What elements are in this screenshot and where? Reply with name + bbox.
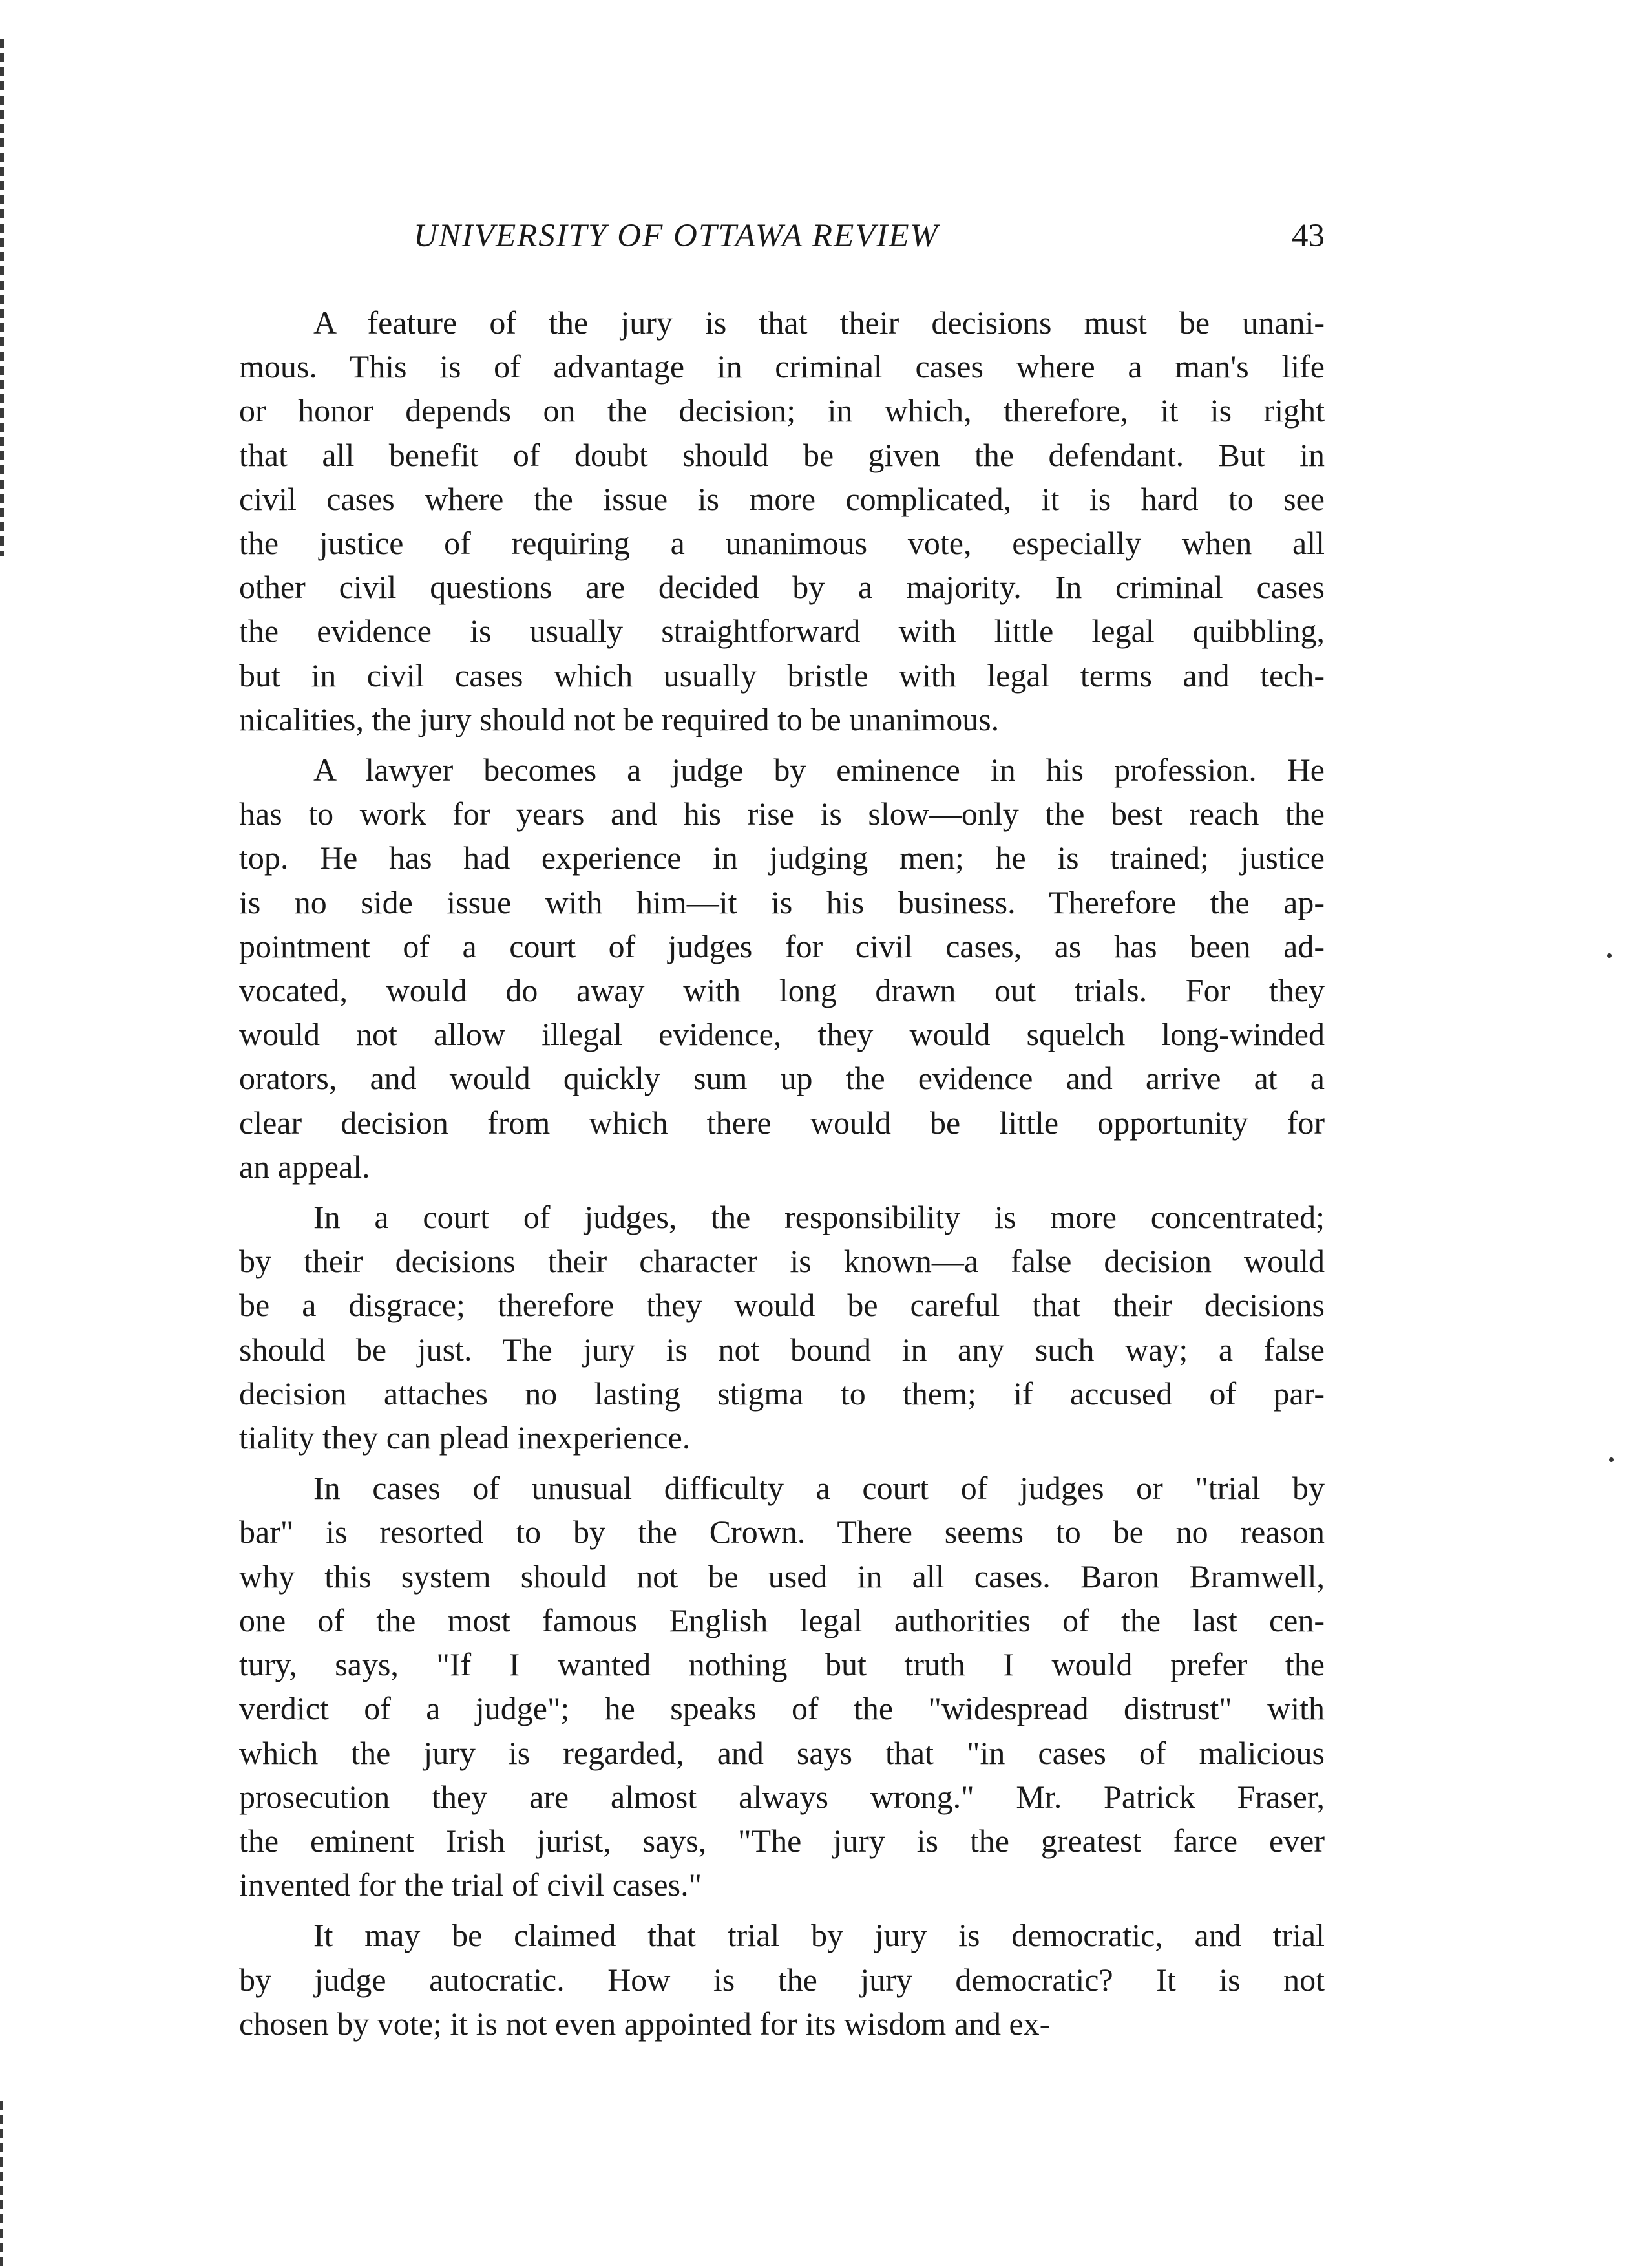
text-line: orators, and would quickly sum up the evidence and arrive at a bbox=[239, 1060, 1325, 1097]
running-title: UNIVERSITY OF OTTAWA REVIEW bbox=[414, 218, 939, 254]
text-line: prosecution they are almost always wrong." Mr. Patrick Fraser, bbox=[239, 1778, 1325, 1815]
paragraph-gap bbox=[239, 1907, 1325, 1913]
text-line: that all benefit of doubt should be given the defendant. But in bbox=[239, 436, 1325, 473]
text-line: verdict of a judge"; he speaks of the "widespread distrust" with bbox=[239, 1690, 1325, 1727]
page-header bbox=[239, 210, 1325, 262]
scan-speck bbox=[1609, 1457, 1614, 1462]
text-line: is no side issue with him—it is his business. Therefore the ap- bbox=[239, 884, 1325, 920]
text-line: mous. This is of advantage in criminal cases where a man's life bbox=[239, 348, 1325, 385]
text-line: but in civil cases which usually bristle with legal terms and tech- bbox=[239, 657, 1325, 694]
paragraph bbox=[239, 1466, 1325, 1907]
paragraph bbox=[239, 1195, 1325, 1459]
body-text bbox=[239, 301, 1325, 2046]
text-line: other civil questions are decided by a majority. In criminal cases bbox=[239, 569, 1325, 606]
page-number: 43 bbox=[1292, 218, 1325, 254]
text-line: top. He has had experience in judging men; he is trained; justice bbox=[239, 840, 1325, 876]
text-line: pointment of a court of judges for civil cases, as has been ad- bbox=[239, 927, 1325, 964]
text-line: invented for the trial of civil cases." bbox=[239, 1867, 702, 1903]
text-line: civil cases where the issue is more complicated, it is hard to see bbox=[239, 480, 1325, 517]
scan-speck bbox=[1607, 953, 1612, 958]
page-binding-edge bbox=[0, 39, 4, 556]
paragraph-gap bbox=[239, 741, 1325, 748]
text-line: A lawyer becomes a judge by eminence in his profession. He bbox=[313, 752, 1325, 789]
text-line: which the jury is regarded, and says that "in cases of malicious bbox=[239, 1734, 1325, 1771]
text-line: chosen by vote; it is not even appointed for its wisdom and ex- bbox=[239, 2005, 1051, 2042]
text-line: the evidence is usually straightforward with little legal quibbling, bbox=[239, 613, 1325, 650]
text-line: by judge autocratic. How is the jury democratic? It is not bbox=[239, 1961, 1325, 1998]
text-line: by their decisions their character is known—a false decision would bbox=[239, 1243, 1325, 1280]
text-line: should be just. The jury is not bound in any such way; a false bbox=[239, 1331, 1325, 1368]
text-line: the justice of requiring a unanimous vote, especially when all bbox=[239, 525, 1325, 562]
text-line: nicalities, the jury should not be required to be unanimous. bbox=[239, 701, 1000, 737]
text-line: clear decision from which there would be little opportunity for bbox=[239, 1104, 1325, 1141]
text-line: In a court of judges, the responsibility is more concentrated; bbox=[313, 1199, 1325, 1236]
text-line: bar" is resorted to by the Crown. There seems to be no reason bbox=[239, 1514, 1325, 1551]
text-line: be a disgrace; therefore they would be careful that their decisions bbox=[239, 1287, 1325, 1324]
text-line: A feature of the jury is that their decisions must be unani- bbox=[313, 304, 1325, 341]
text-line: tiality they can plead inexperience. bbox=[239, 1419, 691, 1456]
page-binding-edge bbox=[0, 2101, 3, 2268]
text-line: decision attaches no lasting stigma to them; if accused of par- bbox=[239, 1375, 1325, 1412]
text-line: has to work for years and his rise is slow—only the best reach the bbox=[239, 796, 1325, 832]
paragraph bbox=[239, 1913, 1325, 2046]
text-line: one of the most famous English legal authorities of the last cen- bbox=[239, 1602, 1325, 1638]
text-line: vocated, would do away with long drawn out trials. For they bbox=[239, 972, 1325, 1009]
text-line: why this system should not be used in all cases. Baron Bramwell, bbox=[239, 1558, 1325, 1595]
text-line: tury, says, "If I wanted nothing but truth I would prefer the bbox=[239, 1646, 1325, 1683]
text-line: an appeal. bbox=[239, 1148, 370, 1185]
text-line: It may be claimed that trial by jury is democratic, and trial bbox=[313, 1917, 1325, 1954]
paragraph bbox=[239, 748, 1325, 1189]
text-line: the eminent Irish jurist, says, "The jury is the greatest farce ever bbox=[239, 1822, 1325, 1859]
text-line: In cases of unusual difficulty a court of judges or "trial by bbox=[313, 1470, 1325, 1507]
paragraph bbox=[239, 301, 1325, 741]
paragraph-gap bbox=[239, 1189, 1325, 1195]
text-line: or honor depends on the decision; in which, therefore, it is right bbox=[239, 392, 1325, 429]
text-line: would not allow illegal evidence, they would squelch long-winded bbox=[239, 1016, 1325, 1053]
paragraph-gap bbox=[239, 1459, 1325, 1466]
